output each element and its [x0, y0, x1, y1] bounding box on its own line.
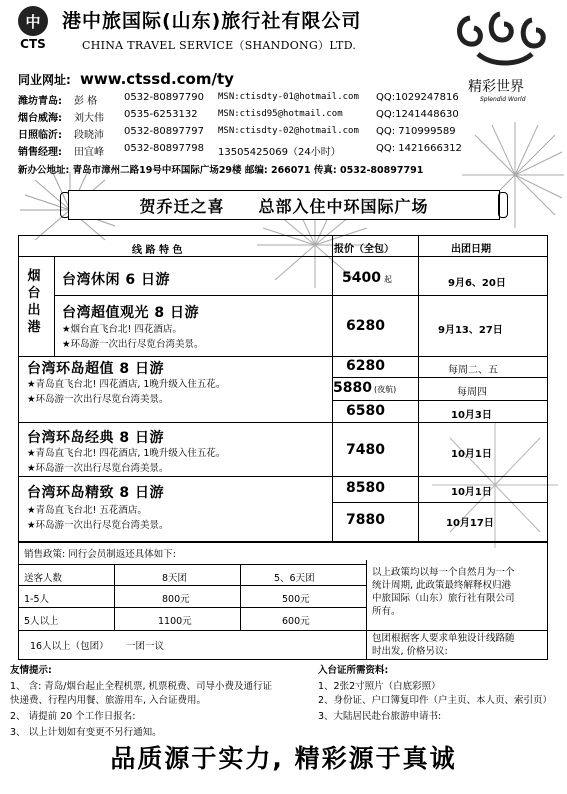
tour-date: 10月1日 — [451, 487, 492, 498]
tour-title: 台湾休闲 6 日游 — [62, 272, 170, 288]
sales-cell: 500元 — [282, 594, 310, 605]
contact-qq: QQ: 710999589 — [376, 126, 456, 137]
tips-item: 快递费、行程内用餐、旅游用车, 入台证费用。 — [10, 695, 207, 706]
contact-row — [18, 109, 459, 124]
docs-item: 1、2张2寸照片（白底彩照） — [318, 681, 441, 692]
tour-feature: ★青岛直飞台北! 五花酒店。 — [27, 505, 147, 516]
tips-title: 友情提示: — [10, 665, 52, 676]
banner-right-text: 总部入住中环国际广场 — [258, 196, 429, 216]
docs-item: 3、大陆居民赴台旅游申请书: — [318, 711, 442, 722]
sales-cell: 5人以上 — [24, 616, 59, 627]
contact-msn: MSN:ctisdty-02@hotmail.com — [218, 126, 359, 136]
celebration-banner — [68, 190, 500, 220]
contact-row — [18, 143, 462, 158]
splendid-world-en: Splendid World — [480, 96, 526, 103]
splendid-world-logo — [448, 4, 564, 114]
tour-feature: ★青岛直飞台北! 四花酒店, 1晚升级入住五花。 — [27, 379, 226, 390]
contact-phone: 0532-80897790 — [124, 92, 204, 103]
website-url[interactable]: www.ctssd.com/ty — [80, 70, 234, 88]
tour-date: 10月17日 — [446, 518, 494, 529]
tour-price: 5880 (夜航) — [333, 380, 397, 396]
contact-phone: 0532-80897798 — [124, 143, 204, 154]
company-name-cn: 港中旅国际(山东)旅行社有限公司 — [62, 10, 362, 32]
tour-feature: ★青岛直飞台北! 四花酒店, 1晚升级入住五花。 — [27, 448, 226, 459]
tour-feature: ★环岛游一次出行尽览台湾美景。 — [27, 394, 169, 405]
sales-group-cell: 一团一议 — [126, 641, 165, 652]
sales-col-header: 送客人数 — [24, 573, 63, 584]
tips-item: 1、 含: 青岛/烟台起止全程机票, 机票税费、司导小费及通行证 — [10, 681, 273, 692]
tour-price: 7880 — [346, 512, 385, 528]
contact-name: 段晓沛 — [74, 130, 104, 141]
tour-price: 6580 — [346, 403, 385, 419]
docs-item: 2、身份证、户口簿复印件（户主页、本人页、索引页） — [318, 695, 553, 706]
tour-title: 台湾超值观光 8 日游 — [62, 305, 199, 321]
contact-region: 销售经理: — [18, 147, 62, 158]
contact-qq: QQ: 1421666312 — [376, 143, 462, 154]
sales-cell: 600元 — [282, 616, 310, 627]
tour-date: 9月13、27日 — [438, 325, 503, 336]
tour-price: 6280 — [346, 318, 385, 334]
contact-mobile: 13505425069（24小时） — [218, 147, 341, 158]
contact-qq: QQ:1029247816 — [376, 92, 459, 103]
sales-cell: 1100元 — [158, 616, 192, 627]
tour-feature: ★烟台直飞台北! 四花酒店。 — [62, 324, 182, 335]
contact-phone: 0535-6253132 — [124, 109, 198, 120]
sales-cell: 800元 — [162, 594, 190, 605]
tour-feature: ★环岛游一次出行尽览台湾美景。 — [27, 463, 169, 474]
tour-title: 台湾环岛超值 8 日游 — [27, 361, 164, 377]
tour-feature: ★环岛游一次出行尽览台湾美景。 — [27, 520, 169, 531]
tour-date: 10月3日 — [451, 410, 492, 421]
contact-row — [18, 126, 456, 141]
contact-region: 潍坊青岛: — [18, 96, 62, 107]
tour-date: 每周二、五 — [448, 365, 498, 376]
header-date: 出团日期 — [451, 244, 491, 255]
svg-text:中: 中 — [25, 13, 41, 31]
tour-price: 5400 起 — [342, 270, 392, 286]
cts-logo-icon — [8, 4, 58, 50]
sales-col-header: 5、6天团 — [274, 573, 315, 584]
contact-region: 烟台威海: — [18, 113, 62, 124]
sales-col-header: 8天团 — [162, 573, 188, 584]
sales-note-policy: 以上政策均以每一个自然月为一个 统计周期, 此政策最终解释权归港 中旅国际（山东）旅行社有限公司 所有。 — [372, 567, 515, 617]
slogan: 品质源于实力, 精彩源于真诚 — [110, 744, 457, 773]
website-line — [18, 70, 234, 88]
tour-price: 6280 — [346, 358, 385, 374]
header-route: 线 路 特 色 — [132, 245, 183, 256]
svg-text:CTS: CTS — [20, 37, 46, 50]
office-address: 新办公地址: 青岛市漳州二路19号中环国际广场29楼 邮编: 266071 传真: 0532-80897791 — [18, 165, 424, 176]
docs-title: 入台证所需资料: — [318, 665, 389, 676]
tour-title: 台湾环岛精致 8 日游 — [27, 485, 164, 501]
contact-msn: MSN:ctisd95@hotmail.com — [218, 109, 343, 119]
contact-name: 田宜峰 — [74, 147, 104, 158]
tour-price: 8580 — [346, 480, 385, 496]
contact-row — [18, 92, 459, 107]
tour-feature: ★环岛游一次出行尽览台湾美景。 — [62, 339, 204, 350]
sales-cell: 1-5人 — [24, 594, 50, 605]
contact-name: 刘大伟 — [74, 113, 104, 124]
splendid-world-cn: 精彩世界 — [468, 79, 524, 95]
contact-region: 日照临沂: — [18, 130, 62, 141]
contact-qq: QQ:1241448630 — [376, 109, 459, 120]
tips-item: 3、 以上计划如有变更不另行通知。 — [10, 727, 162, 738]
tour-date: 每周四 — [457, 387, 487, 398]
tour-price: 7480 — [346, 442, 385, 458]
header-price: 报价（全包） — [334, 244, 394, 255]
tour-date: 9月6、20日 — [448, 278, 506, 289]
contact-name: 彭 格 — [74, 96, 98, 107]
tour-date: 10月1日 — [451, 449, 492, 460]
tips-item: 2、 请提前 20 个工作日报名: — [10, 711, 136, 722]
banner-scroll-right — [498, 192, 508, 218]
splendid-world-logo-icon — [448, 4, 564, 74]
contact-msn: MSN:ctisdty-01@hotmail.com — [218, 92, 359, 102]
sales-group-cell: 16人以上（包团） — [30, 641, 109, 652]
website-label: 同业网址: — [18, 73, 71, 87]
sales-note-charter: 包团根据客人要求单独设计线路随 时出发, 价格另议: — [372, 633, 515, 657]
side-label-yantai: 烟 台 出 港 — [27, 269, 41, 335]
contact-phone: 0532-80897797 — [124, 126, 204, 137]
company-name-en: CHINA TRAVEL SERVICE（SHANDONG）LTD. — [82, 39, 357, 52]
tour-title: 台湾环岛经典 8 日游 — [27, 430, 164, 446]
banner-left-text: 贺乔迁之喜 — [139, 196, 225, 216]
sales-title: 销售政策: 同行会员制返还具体如下: — [24, 549, 176, 560]
